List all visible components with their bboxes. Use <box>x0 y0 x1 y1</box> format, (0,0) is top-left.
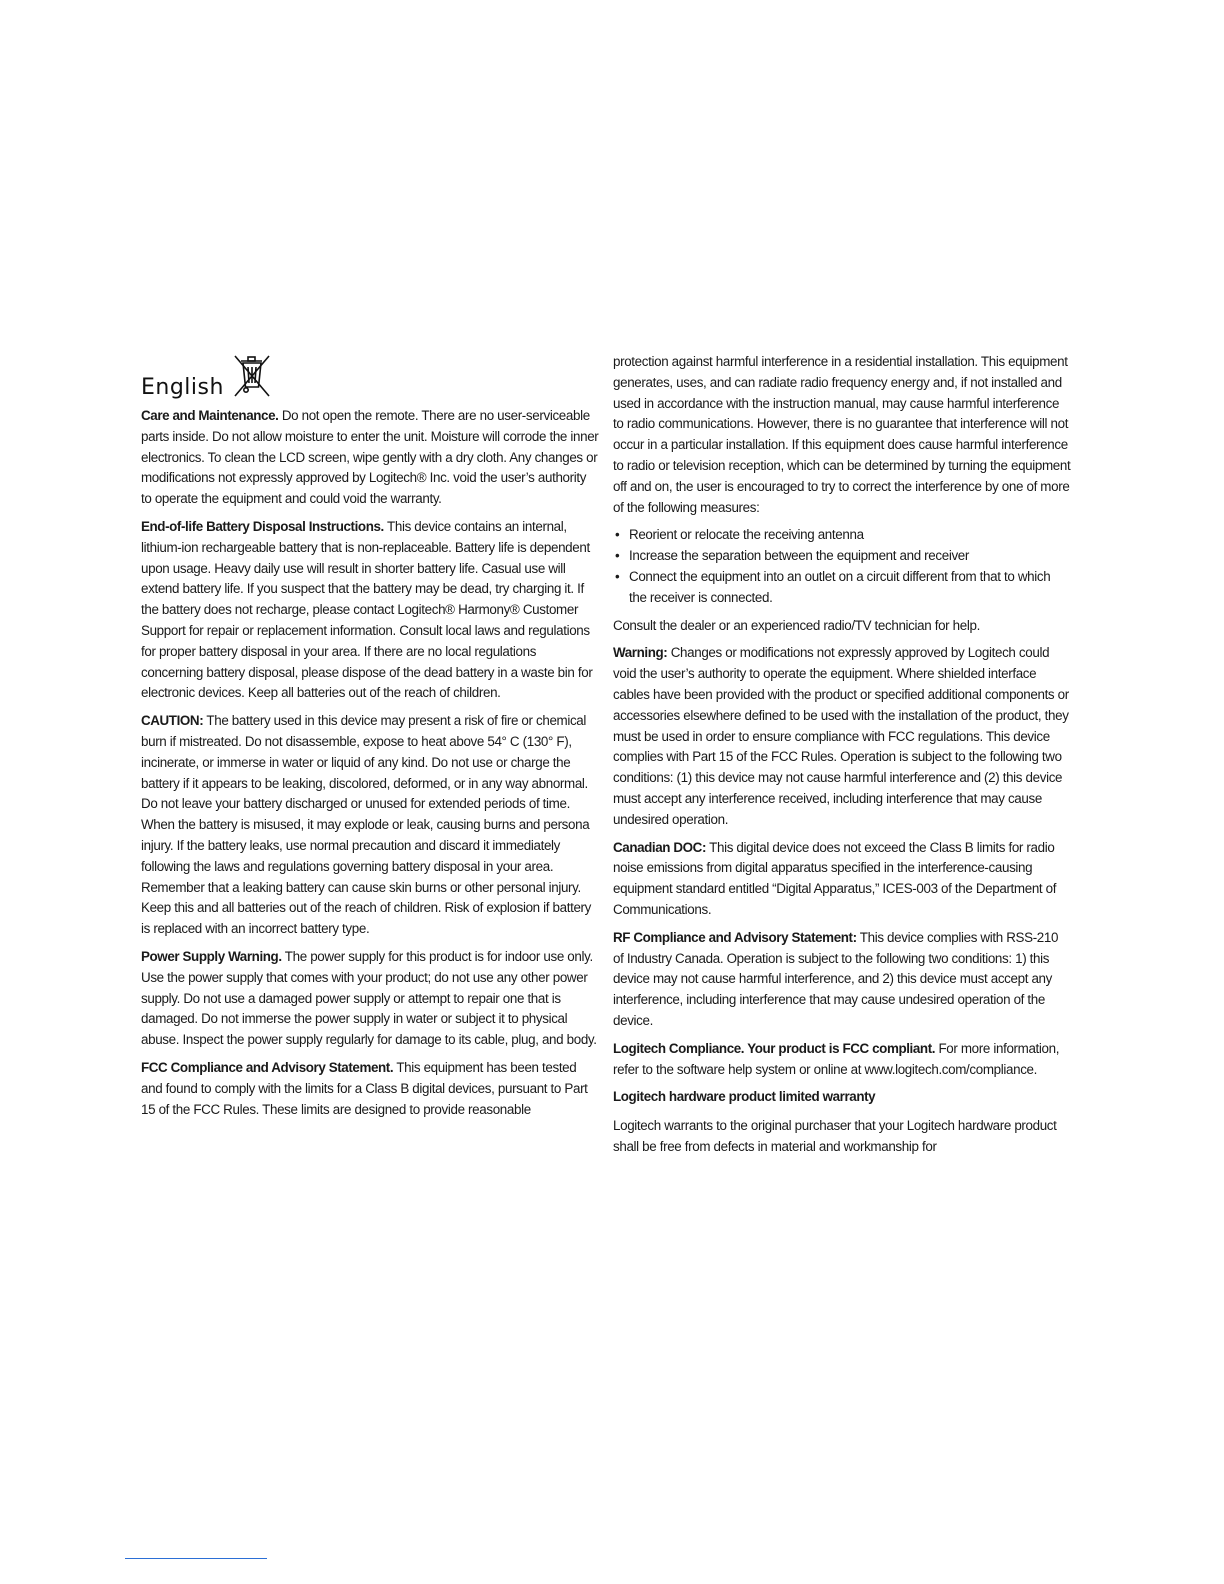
consult-paragraph: Consult the dealer or an experienced radio/TV technician for help. <box>613 617 980 633</box>
battery-disposal-title: End-of-life Battery Disposal Instructions. <box>141 518 384 534</box>
fcc-text: This equipment has been tested and found to comply with the limits for a Class B digital devices, pursuant to Part 15 of the FCC Rules. These limits are designed to provide reasonable <box>141 1059 588 1117</box>
canadian-doc-title: Canadian DOC: <box>613 839 707 855</box>
power-supply-text: The power supply for this product is for indoor use only. Use the power supply that comes with your product; do not use any other power supply. Do not use a damaged power supply or attempt to repair one that is damaged. Do not immerse the power supply in water or subject it to physical abuse. Inspect the power supply regularly for damage to its cable, plug, and body. <box>141 948 597 1048</box>
list-item: • Connect the equipment into an outlet on a circuit different from that to which the receiver is connected. <box>613 567 1071 609</box>
logitech-compliance-paragraph <box>613 1039 1071 1081</box>
power-supply-paragraph <box>141 947 599 1051</box>
caution-title: CAUTION: <box>141 713 204 729</box>
logitech-compliance-title: Logitech Compliance. Your product is FCC compliant. <box>613 1040 936 1056</box>
battery-disposal-text: This device contains an internal, lithium-ion rechargeable battery that is non-replaceable. Battery life is dependent upon usage. Heavy daily use will result in shorter battery life. Casual use will extend battery life. If you suspect that the battery may be dead, try charging it. If the battery does not recharge, please contact Logitech® Harmony® Customer Support for repair or replacement information. Consult local laws and regulations for proper battery disposal in your area. If there are no local regulations concerning battery disposal, please dispose of the dead battery in a waste bin for electronic devices. Keep all batteries out of the reach of children. <box>141 518 593 701</box>
fcc-continued-paragraph: protection against harmful interference in a residential installation. This equipment generates, uses, and can radiate radio frequency energy and, if not installed and used in accordance with the instruction manual, may cause harmful interference to radio communications. However, there is no guarantee that interference will not occur in a particular installation. If this equipment does cause harmful interference to radio or television reception, which can be determined by turning the equipment off and on, the user is encouraged to try to correct the interference by one of more of the following measures: <box>613 354 1071 515</box>
fcc-title: FCC Compliance and Advisory Statement. <box>141 1059 394 1075</box>
left-column <box>141 352 599 1127</box>
rf-compliance-paragraph <box>613 928 1071 1032</box>
power-supply-title: Power Supply Warning. <box>141 948 282 964</box>
warning-text: Changes or modifications not expressly approved by Logitech could void the user’s authority to operate the equipment. Where shielded interface cables have been provided with the product or specified additional components or accessories elsewhere defined to be used with the installation of the product, they must be used in order to ensure compliance with FCC regulations. This device complies with Part 15 of the FCC Rules. Operation is subject to the following two conditions: (1) this device may not cause harmful interference and (2) this device must accept any interference received, including interference that may cause undesired operation. <box>613 645 1069 827</box>
language-heading: English <box>141 375 224 400</box>
language-heading-row <box>141 352 599 400</box>
list-item: • Increase the separation between the equipment and receiver <box>613 546 1071 567</box>
fcc-paragraph <box>141 1058 599 1120</box>
warning-paragraph <box>613 643 1071 830</box>
crossed-out-wheelie-bin-icon <box>232 354 272 398</box>
measures-list <box>613 525 1071 608</box>
care-maintenance-title: Care and Maintenance. <box>141 408 279 423</box>
logitech-compliance-text: For more information, refer to the software help system or online at www.logitech.com/compliance. <box>613 1040 1060 1077</box>
rf-compliance-title: RF Compliance and Advisory Statement: <box>613 929 857 945</box>
rf-compliance-text: This device complies with RSS-210 of Industry Canada. Operation is subject to the following two conditions: 1) this device may not cause harmful interference, and 2) this device must accept any interference, including interference that may cause undesired operation of the device. <box>613 929 1059 1028</box>
warranty-paragraph: Logitech warrants to the original purchaser that your Logitech hardware product shall be free from defects in material and workmanship for <box>613 1118 1057 1154</box>
battery-disposal-paragraph <box>141 517 599 704</box>
right-column <box>613 352 1071 1165</box>
list-item: • Reorient or relocate the receiving antenna <box>613 525 1071 546</box>
caution-text: The battery used in this device may present a risk of fire or chemical burn if mistreated. Do not disassemble, expose to heat above 54° C (130° F), incinerate, or immerse in water or liquid of any kind. Do not use or charge the battery if it appears to be leaking, discolored, deformed, or in any way abnormal. Do not leave your battery discharged or unused for extended periods of time. When the battery is misused, it may explode or leak, causing burns and persona injury. If the battery leaks, use normal precaution and discard it immediately following the laws and regulations governing battery disposal in your area. Remember that a leaking battery can cause skin burns or other personal injury. Keep this and all batteries out of the reach of children. Risk of explosion if battery is replaced with an incorrect battery type. <box>141 713 592 937</box>
warning-title: Warning: <box>613 645 668 661</box>
caution-paragraph <box>141 711 599 940</box>
care-maintenance-text: Do not open the remote. There are no user-serviceable parts inside. Do not allow moisture to enter the unit. Moisture will corrode the inner electronics. To clean the LCD screen, wipe gently with a dry cloth. Any changes or modifications not expressly approved by Logitech® Inc. void the user’s authority to operate the equipment and could void the warranty. <box>141 408 599 507</box>
footer-divider <box>125 1558 267 1559</box>
warranty-heading: Logitech hardware product limited warranty <box>613 1089 876 1105</box>
canadian-doc-text: This digital device does not exceed the Class B limits for radio noise emissions from digital apparatus specified in the interference-causing equipment standard entitled “Digital Apparatus,” ICES-003 of the Department of Communications. <box>613 839 1057 917</box>
canadian-doc-paragraph <box>613 838 1071 921</box>
care-maintenance-paragraph <box>141 406 599 510</box>
